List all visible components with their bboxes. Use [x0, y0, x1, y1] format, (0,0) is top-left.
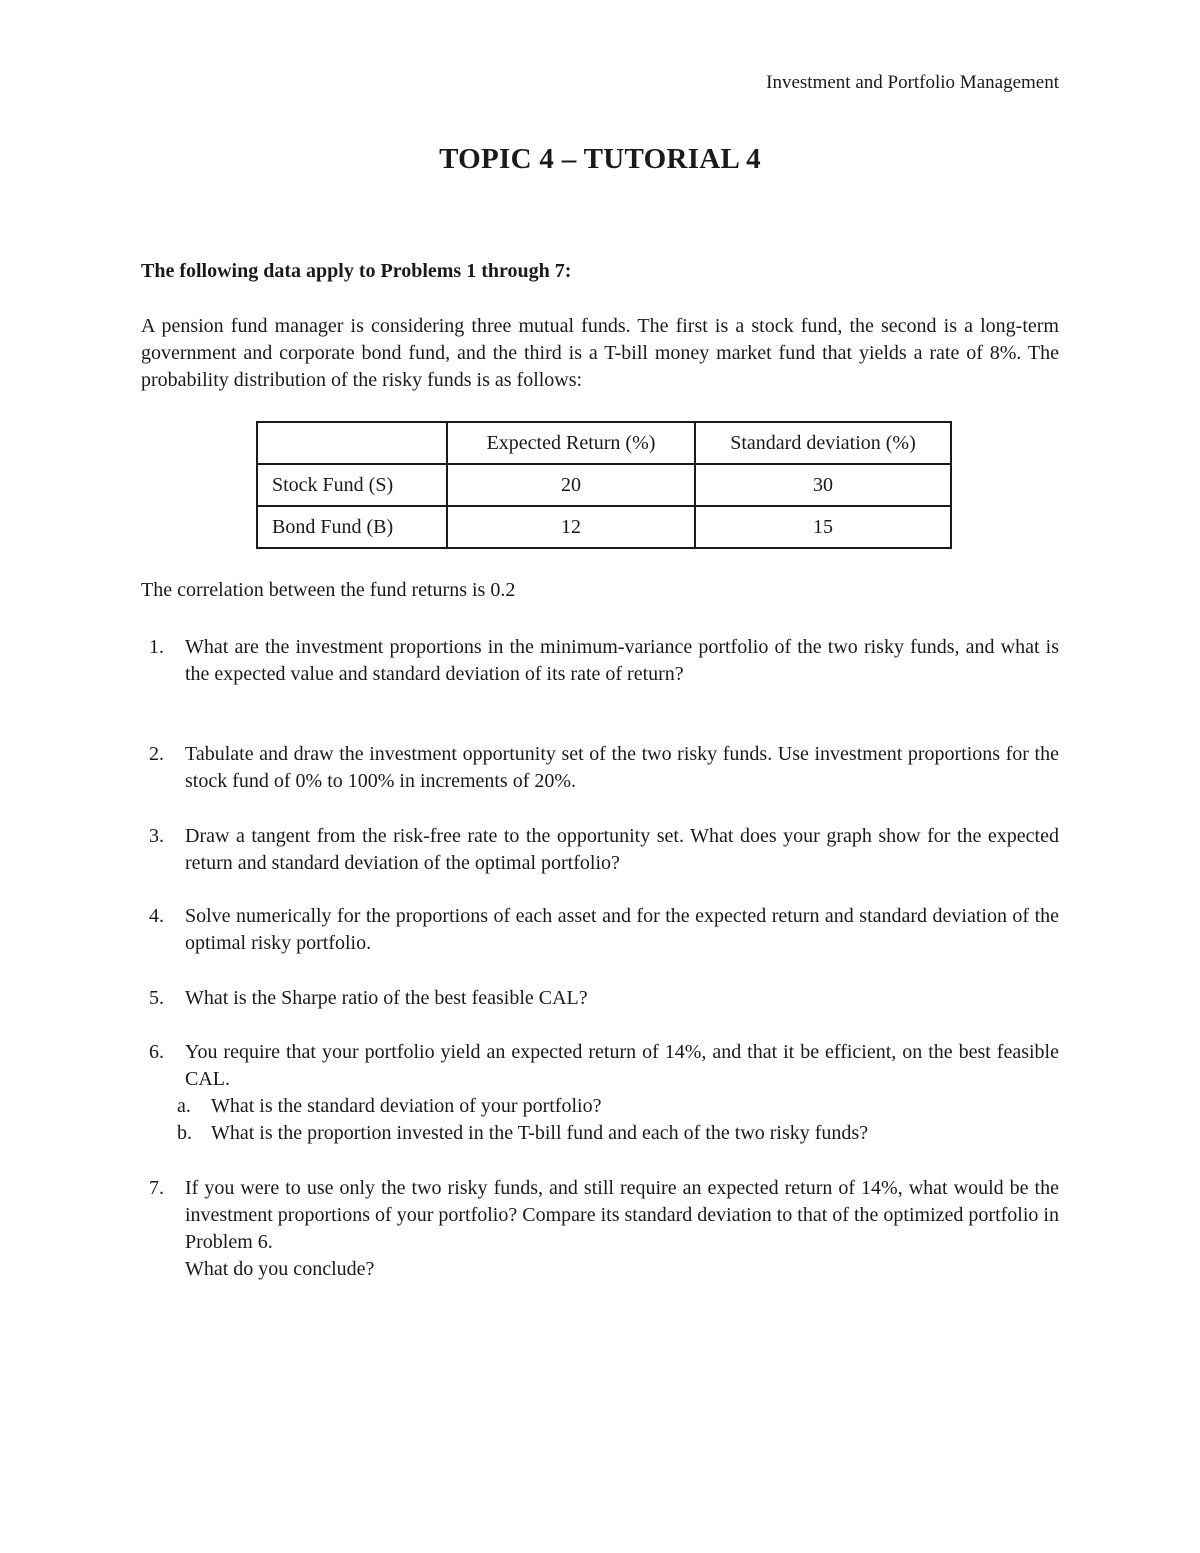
table-cell: 12 [447, 506, 695, 548]
question-text: What is the Sharpe ratio of the best feasible CAL? [185, 987, 588, 1009]
sub-question-a [177, 1093, 1059, 1120]
question-text: If you were to use only the two risky funds, and still require an expected return of 14%, what would be the investment proportions of your portfolio? Compare its standard deviation to that of the optimized portfolio in Problem 6. [185, 1177, 1059, 1253]
question-followup: What do you conclude? [185, 1258, 375, 1280]
table-cell: 30 [695, 464, 951, 506]
lead-heading: The following data apply to Problems 1 through 7: [141, 260, 572, 282]
table-cell: Bond Fund (B) [257, 506, 447, 548]
question-text: You require that your portfolio yield an expected return of 14%, and that it be efficient, on the best feasible CAL. [185, 1041, 1059, 1090]
sub-question-text: What is the proportion invested in the T-bill fund and each of the two risky funds? [211, 1122, 869, 1144]
sub-question-label: a. [177, 1095, 191, 1117]
question-number: 7. [149, 1177, 164, 1199]
question-number: 1. [149, 636, 164, 658]
question-3 [141, 823, 1059, 877]
running-header: Investment and Portfolio Management [766, 72, 1059, 93]
correlation-note: The correlation between the fund returns is 0.2 [141, 579, 516, 601]
table-header-cell: Standard deviation (%) [695, 422, 951, 464]
page-title: TOPIC 4 – TUTORIAL 4 [439, 143, 761, 175]
fund-data-table [256, 421, 952, 549]
question-text: What are the investment proportions in the minimum-variance portfolio of the two risky funds, and what is the expected value and standard deviation of its rate of return? [185, 636, 1059, 685]
sub-question-b [177, 1120, 1059, 1147]
table-row [257, 464, 951, 506]
question-text: Tabulate and draw the investment opportunity set of the two risky funds. Use investment proportions for the stock fund of 0% to 100% in increments of 20%. [185, 743, 1059, 792]
question-number: 6. [149, 1041, 164, 1063]
question-number: 4. [149, 905, 164, 927]
question-2 [141, 741, 1059, 795]
table-row [257, 506, 951, 548]
question-6 [141, 1039, 1059, 1147]
question-4 [141, 903, 1059, 957]
table-header-cell [257, 422, 447, 464]
table-header-row [257, 422, 951, 464]
intro-paragraph: A pension fund manager is considering three mutual funds. The first is a stock fund, the second is a long-term government and corporate bond fund, and the third is a T-bill money market fund that yields a rate of 8%. The probability distribution of the risky funds is as follows: [141, 315, 1059, 391]
question-number: 3. [149, 825, 164, 847]
sub-question-text: What is the standard deviation of your portfolio? [211, 1095, 602, 1117]
question-number: 5. [149, 987, 164, 1009]
question-text: Solve numerically for the proportions of each asset and for the expected return and standard deviation of the optimal risky portfolio. [185, 905, 1059, 954]
question-number: 2. [149, 743, 164, 765]
table-cell: 15 [695, 506, 951, 548]
table-cell: Stock Fund (S) [257, 464, 447, 506]
question-7 [141, 1175, 1059, 1283]
table-header-cell: Expected Return (%) [447, 422, 695, 464]
question-5 [141, 985, 1059, 1012]
question-text: Draw a tangent from the risk-free rate to the opportunity set. What does your graph show for the expected return and standard deviation of the optimal portfolio? [185, 825, 1059, 874]
table-cell: 20 [447, 464, 695, 506]
question-1 [141, 634, 1059, 688]
sub-question-label: b. [177, 1122, 192, 1144]
